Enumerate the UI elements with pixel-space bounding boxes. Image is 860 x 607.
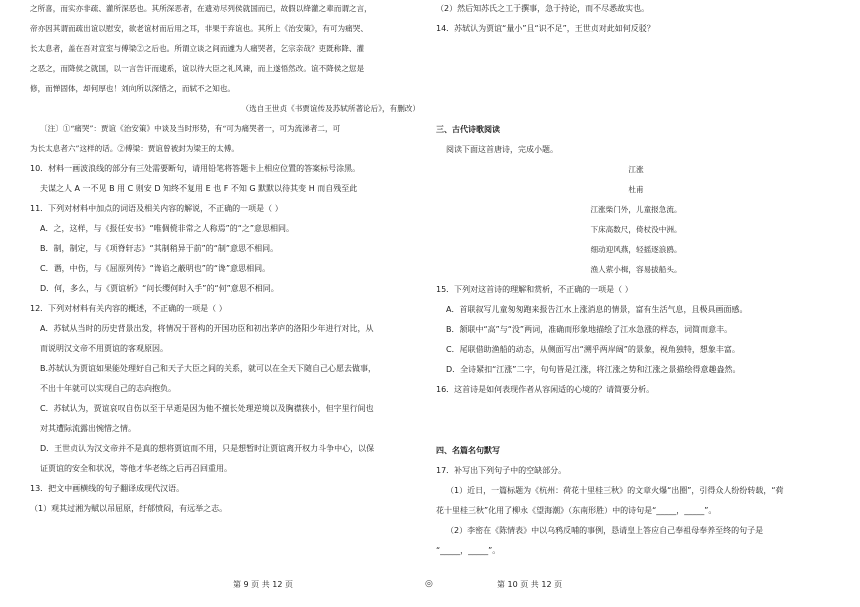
question-12: 12．下列对材料有关内容的概述，不正确的一项是（ ） <box>30 304 227 313</box>
question-10-sentence: 夫谋之人 A 一不见 B 用 C 则安 D 知终不复用 E 也 F 不知 G 默默以待其变 H 而自残至此 <box>40 184 358 193</box>
question-10: 10．材料一画波浪线的部分有三处需要断句，请用铅笔将答题卡上相应位置的答案标号涂黑。 <box>30 164 361 173</box>
option-a-cont: 而说明汉文帝不用贾谊的客观原因。 <box>40 344 168 353</box>
section-3-intro: 阅读下面这首唐诗，完成小题。 <box>446 145 558 154</box>
option-c-cont: 对其遭际流露出惋惜之情。 <box>40 424 136 433</box>
question-11: 11．下列对材料中加点的词语及相关内容的解说，不正确的一项是（ ） <box>30 204 283 213</box>
section-4-title: 四、名篇名句默写 <box>436 446 500 455</box>
poem-line: 江涨柴门外，儿童报急流。 <box>590 205 682 214</box>
option-b: B.苏轼认为贾谊如果能处理好自己和天子大臣之间的关系，就可以在全天下随自己心愿去做事， <box>40 364 377 373</box>
question-16: 16．这首诗是如何表现作者从容闲适的心境的？请简要分析。 <box>436 385 655 394</box>
option-b: B．颔联中“高”与“没”两词，准确而形象地描绘了江水急涨的样态，词简而意丰。 <box>446 325 733 334</box>
passage-line: 修，而惮固体，却何厚也！刘向所以深惜之，而轼不之知也。 <box>30 84 236 93</box>
binding-mark-icon: ◎ <box>425 579 433 589</box>
annotation-line: 〔注〕①“痛哭”：贾谊《治安策》中谈及当时形势，有“可为痛哭者一，可为流涕者二，可 <box>40 124 341 133</box>
poem-line: 下床高数尺，倚杖没中洲。 <box>590 225 682 234</box>
poem-title: 江涨 <box>628 165 644 174</box>
option-c: C．尾联借助渔船的动态，从侧面写出“溯乎两岸阔”的景象，视角独特，想象丰富。 <box>446 345 740 354</box>
passage-line: 之恶之，而降侯之就国，以一言告讦而逮系，谊以待大臣之礼风谏，而上遂悟然改。谊不降侯之愆是 <box>30 64 365 73</box>
question-14: 14．苏轼认为贾谊“量小”且“识不足”，王世贞对此如何反驳？ <box>436 24 655 33</box>
option-b: B．制，制定，与《项脊轩志》“其制稍异于前”的“制”意思不相同。 <box>40 244 279 253</box>
passage-source: （选自王世贞《书贾谊传及苏轼所著论后》，有删改） <box>241 104 420 113</box>
poem-author: 杜甫 <box>628 185 644 194</box>
question-17-item-2-cont: “_____，_____”。 <box>436 546 501 555</box>
poem-line: 渔人萦小楫，容易拔船头。 <box>590 265 682 274</box>
question-13: 13．把文中画横线的句子翻译成现代汉语。 <box>30 484 185 493</box>
option-c: C．谮，中伤，与《屈原列传》“谗谄之蔽明也”的“谗”意思相同。 <box>40 264 271 273</box>
passage-line: 之所喜，而实亦非疏、灌所深恶也。其所深恶者，在遗劝尽列侯就国而已，故假以绛灌之辈而谓之言， <box>30 4 372 13</box>
annotation-line: 为长太息者六”这样的话。②傅梁：贾谊曾被封为梁王的太傅。 <box>30 144 239 153</box>
section-3-title: 三、古代诗歌阅读 <box>436 125 500 134</box>
right-page-number: 第 10 页 共 12 页 <box>497 580 563 589</box>
option-d: D．王世贞认为汉文帝并不是真的想将贾谊而不用，只是想暂时让贾谊离开权力斗争中心，以保 <box>40 444 375 453</box>
question-17-item-1: （1）近日，一篇标题为《杭州：荷花十里桂三秋》的文章火爆“出圈”，引得众人纷纷转载，“荷 <box>446 486 784 495</box>
question-17-item-1-cont: 花十里桂三秋”化用了柳永《望海潮》（东南形胜）中的诗句是“_____，_____”。 <box>436 506 717 515</box>
question-17: 17．补写出下列句子中的空缺部分。 <box>436 466 567 475</box>
question-13-item-1: （1）观其过湘为赋以吊屈原，纡郁愤闷，有远举之志。 <box>30 504 228 513</box>
option-d-cont: 证贾谊的安全和状况，等他才华老练之后再召回重用。 <box>40 464 232 473</box>
option-a: A．苏轼从当时的历史背景出发，将情况于晋构的开国功臣和初出茅庐的洛阳少年进行对比，从 <box>40 324 374 333</box>
option-c: C．苏轼认为，贾谊哀叹自伤以至于早逝是因为他不擅长处理逆境以及胸襟狭小，但字里行间也 <box>40 404 374 413</box>
question-17-item-2: （2）李密在《陈情表》中以乌鸦反哺的事例，恳请皇上答应自己奉祖母奉养至终的句子是 <box>446 526 764 535</box>
option-d: D．何，多么，与《贾谊析》“问长缨何时入手”的“何”意思不相同。 <box>40 284 279 293</box>
poem-line: 细动迎风燕，轻摇逐浪鸥。 <box>590 245 682 254</box>
option-d: D．全诗紧扣“江涨”二字，句句皆是江涨，将江涨之势和江涨之景描绘得意趣盎然。 <box>446 365 741 374</box>
left-page-number: 第 9 页 共 12 页 <box>233 580 293 589</box>
passage-line: 帝亦因其谓而疏出谊以慰安，欲老谊材而后用之耳，非果于弃谊也。其所上《治安策》，有可为痛哭、 <box>30 24 368 33</box>
option-a: A．首联叙写儿童匆匆跑来报告江水上涨消息的情景，富有生活气息，且极具画面感。 <box>446 305 748 314</box>
option-b-cont: 不出十年就可以实现自己的志向抱负。 <box>40 384 176 393</box>
question-13-item-2: （2）然后知苏氏之工于撰事，急于持论，而不尽悉故实也。 <box>436 4 650 13</box>
passage-line: 长太息者，盖在吾对宣室与傅梁②之后也。所谓立谈之间而遽为人痛哭者，乞宗亲哉？吏既称降、灌 <box>30 44 365 53</box>
question-15: 15．下列对这首诗的理解和赏析，不正确的一项是（ ） <box>436 285 633 294</box>
option-a: A．之，这样，与《报任安书》“唯倜傥非常之人称焉”的“之”意思相同。 <box>40 224 295 233</box>
